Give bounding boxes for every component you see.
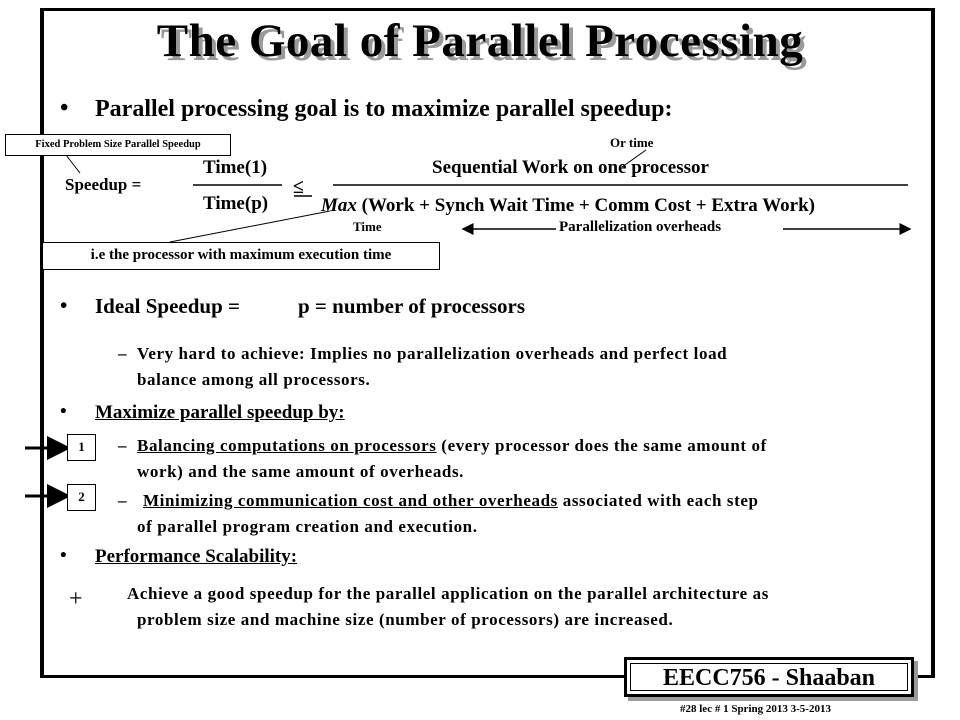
item-two-underlined: Minimizing communication cost and other overheads bbox=[143, 491, 558, 510]
footer-note: #28 lec # 1 Spring 2013 3-5-2013 bbox=[680, 703, 831, 715]
bullet-speedup-goal: Parallel processing goal is to maximize parallel speedup: bbox=[95, 96, 673, 122]
very-hard-line-1: Very hard to achieve: Implies no parallelization overheads and perfect load bbox=[137, 344, 728, 363]
sub-dash: – bbox=[118, 344, 128, 363]
sub-dash: – bbox=[118, 436, 128, 455]
plus-sign: + bbox=[69, 586, 83, 612]
performance-scalability-heading: Performance Scalability: bbox=[95, 546, 298, 567]
ideal-speedup-value: p = number of processors bbox=[298, 294, 526, 318]
parallelization-overheads-label: Parallelization overheads bbox=[559, 219, 722, 235]
sequential-work: Sequential Work on one processor bbox=[432, 157, 709, 178]
item-two-line-1 bbox=[143, 488, 759, 514]
marker-two-box: 2 bbox=[67, 484, 96, 511]
max-word: Max bbox=[321, 195, 357, 216]
item-one-line-1 bbox=[137, 433, 767, 459]
item-one-rest: (every processor does the same amount of bbox=[436, 436, 767, 455]
or-time-leader bbox=[622, 150, 646, 167]
marker-one-box: 1 bbox=[67, 434, 96, 461]
bullet-dot: • bbox=[60, 95, 69, 121]
item-two-line-2: of parallel program creation and execution. bbox=[137, 517, 478, 536]
or-time-note: Or time bbox=[610, 135, 654, 150]
item-one-underlined: Balancing computations on processors bbox=[137, 436, 437, 455]
sub-dash: – bbox=[118, 491, 128, 510]
max-terms: (Work + Synch Wait Time + Comm Cost + Extra Work) bbox=[361, 195, 815, 216]
very-hard-line-2: balance among all processors. bbox=[137, 370, 371, 389]
speedup-label: Speedup = bbox=[65, 175, 142, 194]
maximize-heading: Maximize parallel speedup by: bbox=[95, 402, 345, 423]
bullet-dot: • bbox=[60, 401, 67, 422]
footer-course-box bbox=[624, 657, 914, 697]
achieve-line-2: problem size and machine size (number of processors) are increased. bbox=[137, 610, 674, 629]
time-p: Time(p) bbox=[203, 193, 269, 214]
ideal-speedup-label: Ideal Speedup = bbox=[95, 294, 241, 318]
time-small-note: Time bbox=[353, 219, 382, 234]
slide-title: The Goal of Parallel Processing bbox=[156, 15, 804, 67]
fixed-problem-size-callout: Fixed Problem Size Parallel Speedup bbox=[5, 134, 231, 156]
achieve-line-1: Achieve a good speedup for the parallel application on the parallel architecture as bbox=[127, 584, 769, 603]
max-execution-callout: i.e the processor with maximum execution time bbox=[42, 242, 440, 270]
item-one-line-2: work) and the same amount of overheads. bbox=[137, 462, 465, 481]
max-callout-leader bbox=[170, 211, 330, 242]
footer-course-label: EECC756 - Shaaban bbox=[630, 663, 908, 691]
bullet-dot: • bbox=[60, 545, 67, 566]
less-equal-symbol: ≤ bbox=[293, 176, 304, 198]
fixed-callout-leader bbox=[66, 155, 80, 173]
bullet-dot: • bbox=[60, 293, 68, 317]
item-two-rest: associated with each step bbox=[557, 491, 759, 510]
time-one: Time(1) bbox=[203, 157, 268, 178]
